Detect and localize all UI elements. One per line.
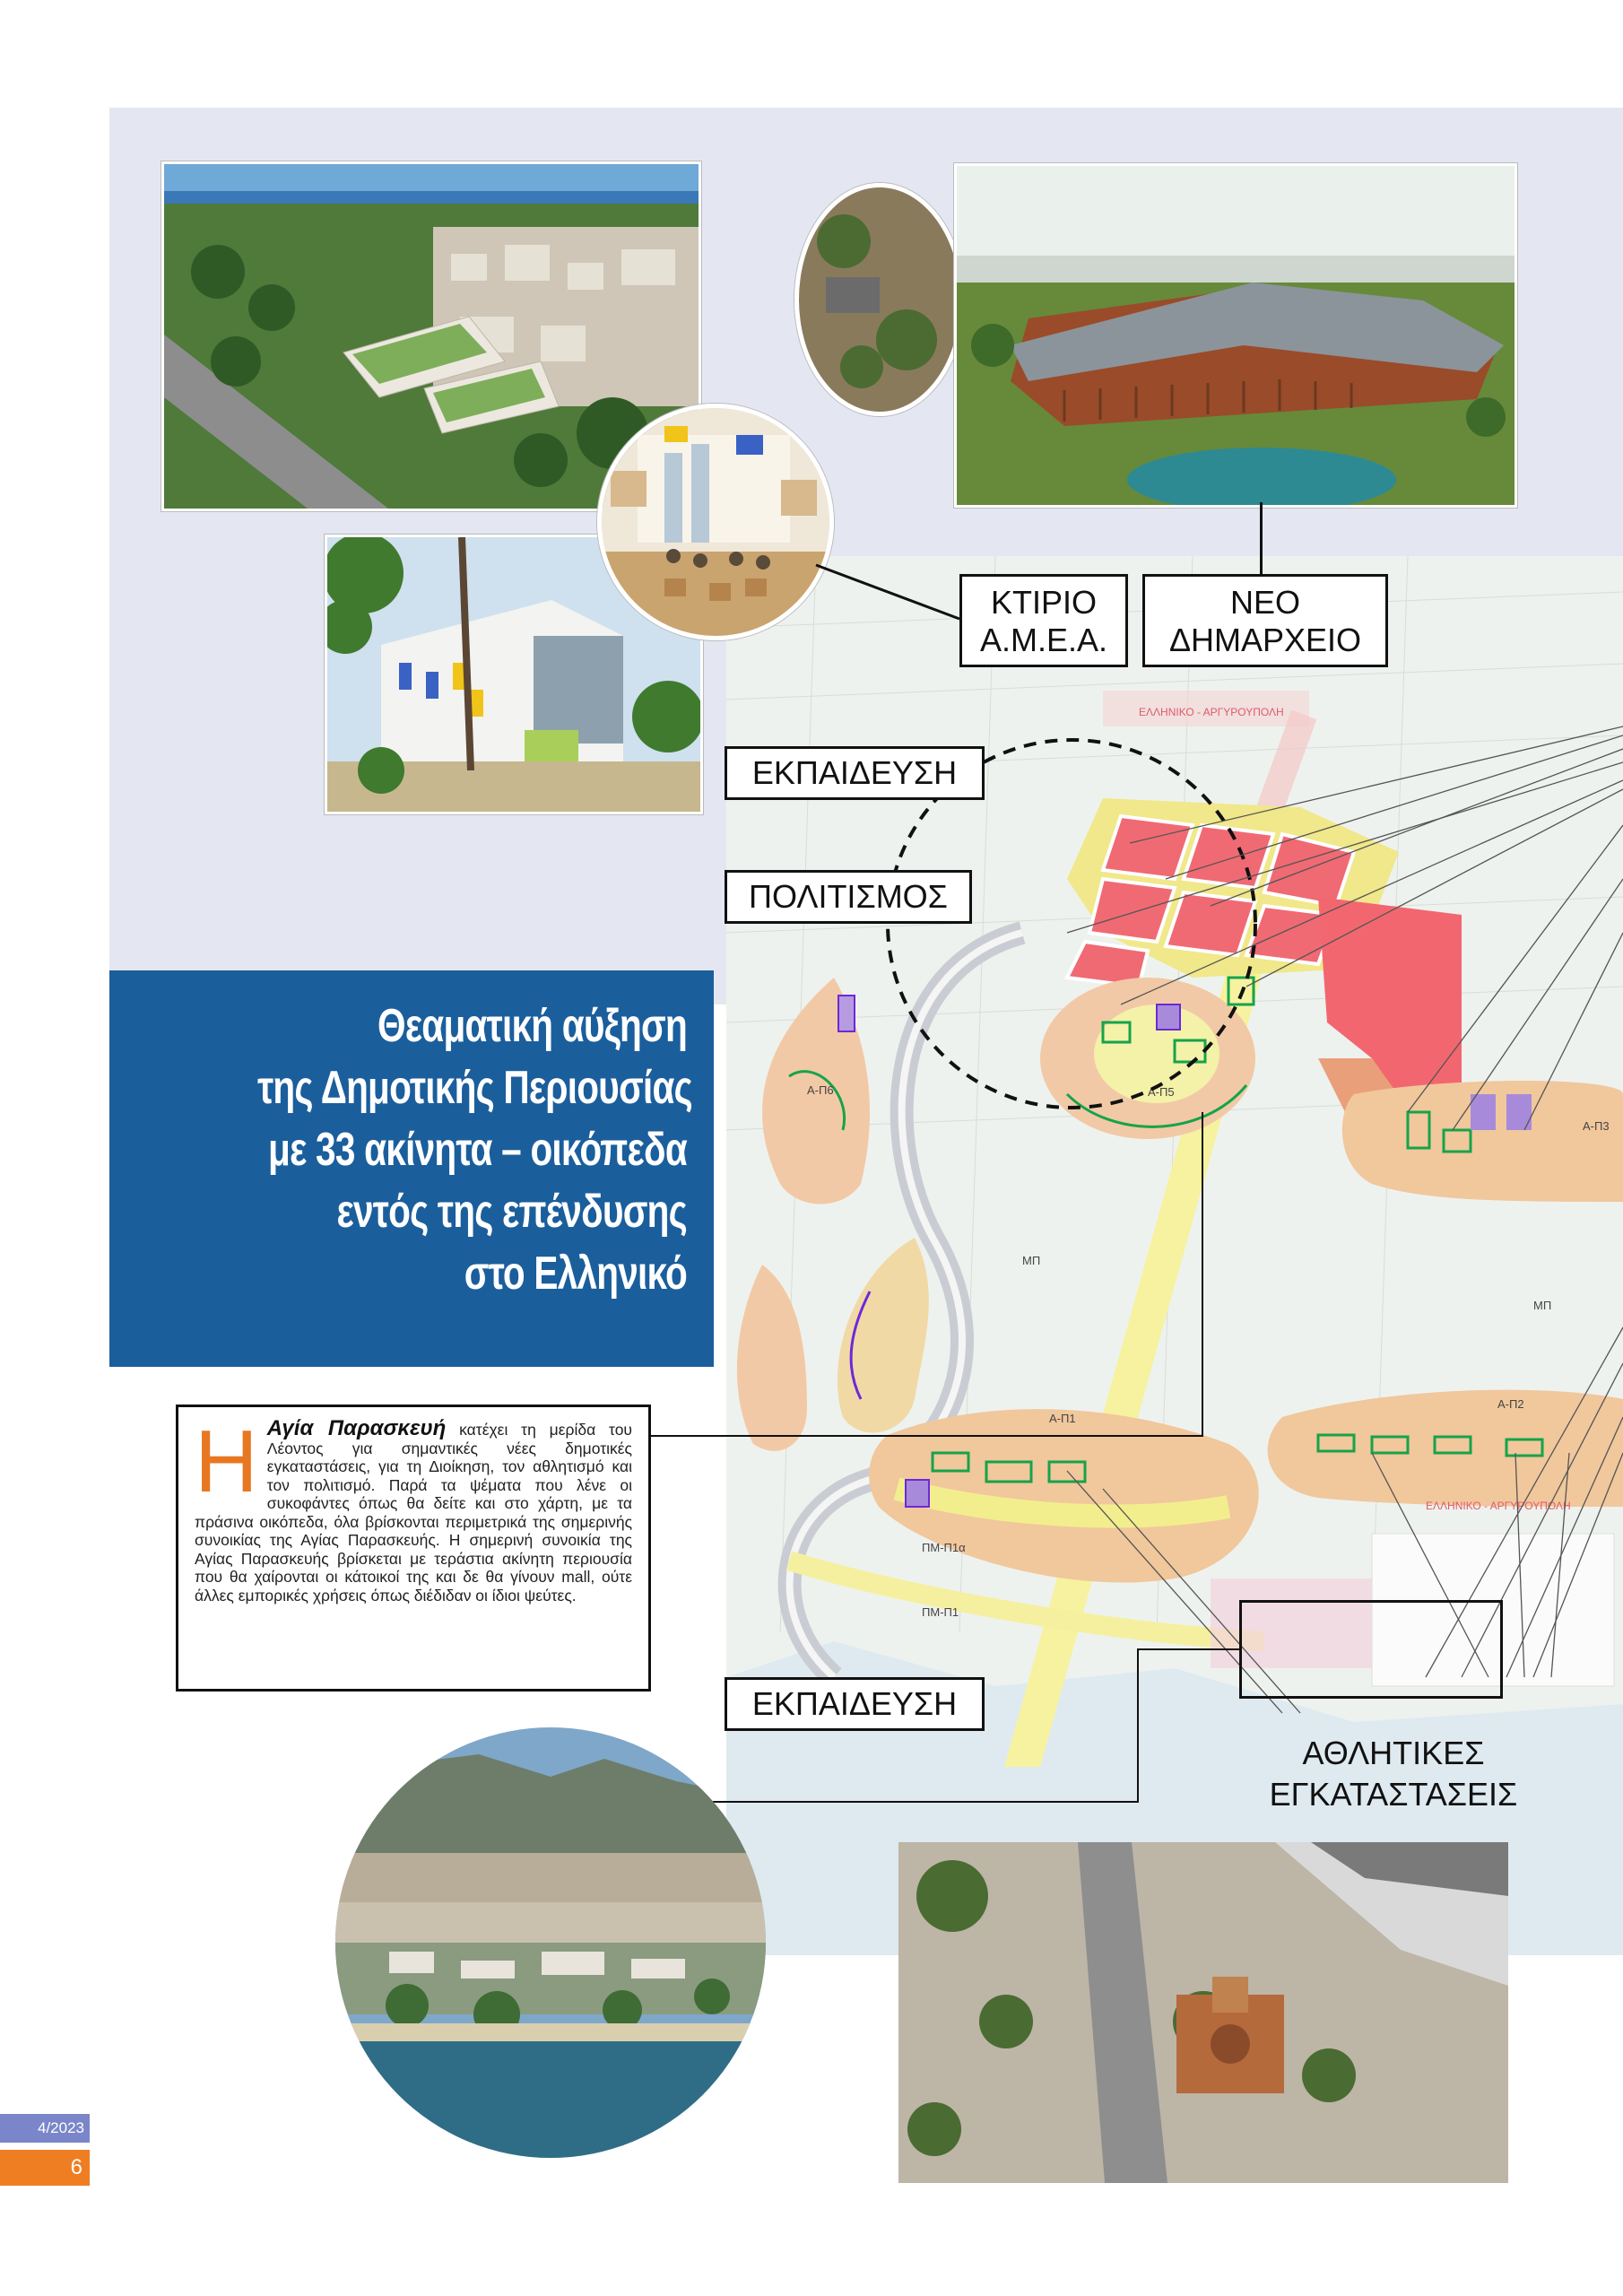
label-athlitikes: [1241, 1733, 1546, 1815]
headline-line-1: Θεαματική αύξηση: [378, 1000, 687, 1052]
issue-date: 4/2023: [0, 2114, 90, 2143]
article-dropcap: Η: [195, 1412, 258, 1510]
label-athlitikes-line1: ΑΘΛΗΤΙΚΕΣ: [1302, 1735, 1485, 1771]
label-ktirio-amea-line2: Α.Μ.Ε.Α.: [979, 622, 1108, 658]
map-label-a-p6: Α-Π6: [807, 1083, 834, 1097]
label-ktirio-amea-line1: ΚΤΙΡΙΟ: [990, 584, 1098, 621]
map-label-mp-2: ΜΠ: [1533, 1299, 1552, 1312]
label-neo-dimarxeio: [1142, 574, 1388, 667]
connector-line-amea: [807, 556, 968, 628]
label-neo-dimarxeio-line1: ΝΕΟ: [1229, 584, 1300, 621]
map-label-pm-p1a: ΠΜ-Π1α: [922, 1541, 966, 1554]
church-aerial-photo: [898, 1842, 1508, 2183]
article-body: κατέχει τη μερίδα του Λέοντος για σημαντικές νέες δημοτικές εγκαταστάσεις, για τη Διοίκηση, τον αθλητισμό και τον πολιτισμό. Παρά τα ψέματα που λένε οι συκοφάντες όπως θα δείτε και στο χάρτη, με τα πράσινα οικόπεδα, όλα βρίσκονται περιμετρικά της σημερινής συνοικίας της Αγίας Παρασκευής. Η σημερινή συνοικία της Αγίας Παρασκευής βρίσκεται με τεράστια ακίνητη περιουσία που θα χαίρονται οι κάτοικοί της και δε θα γίνουν mall, ούτε άλλες εμπορικές χρήσεις όπως διέδιδαν οι ίδιοι ψεύτες.: [195, 1421, 632, 1605]
label-ktirio-amea: [959, 574, 1128, 667]
map-label-a-p1: Α-Π1: [1049, 1412, 1076, 1425]
label-ekpaideusi-bottom: ΕΚΠΑΙΔΕΥΣΗ: [725, 1677, 985, 1731]
connector-line-bottom-circle-horizontal: [699, 1801, 1139, 1803]
connector-line-article-vertical: [1202, 1112, 1203, 1437]
connector-line-bottom-circle-vertical: [1137, 1648, 1139, 1803]
headline-box: [109, 970, 714, 1367]
page-number: 6: [0, 2150, 90, 2186]
map-label-pm-p1: ΠΜ-Π1: [922, 1605, 959, 1619]
connector-line-article: [651, 1435, 1203, 1437]
map-label-ellinikon-top: ΕΛΛΗΝΙΚΟ - ΑΡΓΥΡΟΥΠΟΛΗ: [1139, 706, 1284, 718]
headline-line-2: της Δημοτικής Περιουσίας: [257, 1062, 692, 1114]
headline-line-5: στο Ελληνικό: [464, 1248, 687, 1300]
coastal-aerial-photo: [335, 1727, 766, 2158]
map-label-a-p5: Α-Π5: [1148, 1085, 1175, 1099]
map-label-mp-1: ΜΠ: [1022, 1254, 1041, 1267]
label-athlitikes-line2: ΕΓΚΑΤΑΣΤΑΣΕΙΣ: [1269, 1776, 1518, 1813]
label-ekpaideusi-top: ΕΚΠΑΙΔΕΥΣΗ: [725, 746, 985, 800]
map-label-a-p3: Α-Π3: [1583, 1119, 1610, 1133]
site-circle-photo: [794, 183, 965, 416]
label-politismos: ΠΟΛΙΤΙΣΜΟΣ: [725, 870, 972, 924]
headline-line-3: με 33 ακίνητα – οικόπεδα: [268, 1124, 687, 1176]
label-neo-dimarxeio-line2: ΔΗΜΑΡΧΕΙΟ: [1168, 622, 1362, 658]
new-town-hall-photo: [954, 163, 1517, 508]
map-label-a-p2: Α-Π2: [1497, 1397, 1524, 1411]
connector-line-bottom-circle: [1139, 1648, 1241, 1650]
headline-line-4: εντός της επένδυσης: [336, 1186, 687, 1238]
map-label-ellinikon-bottom: ΕΛΛΗΝΙΚΟ - ΑΡΓΥΡΟΥΠΟΛΗ: [1426, 1500, 1571, 1512]
sports-area-box: [1239, 1600, 1503, 1699]
connector-line-town-hall: [1260, 502, 1263, 576]
article-box: [176, 1405, 651, 1692]
article-lead: Αγία Παρασκευή: [266, 1416, 447, 1440]
interior-hall-photo: [597, 404, 834, 640]
